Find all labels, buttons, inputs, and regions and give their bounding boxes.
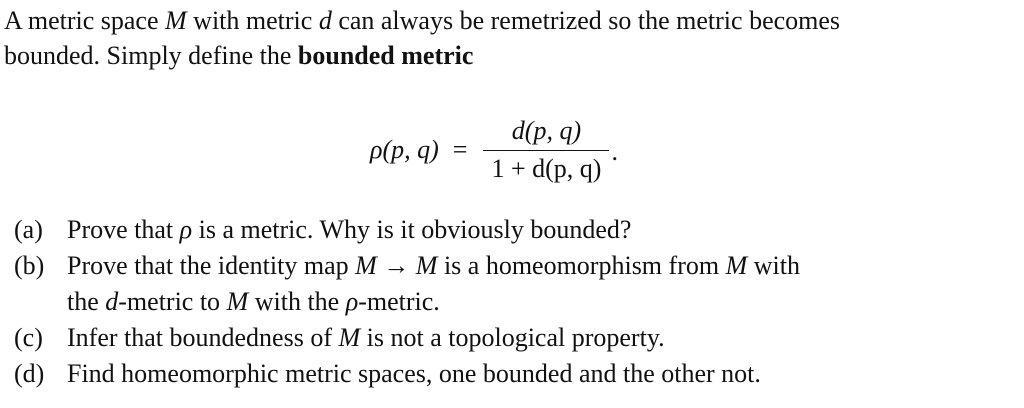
part-line: [67, 248, 1012, 284]
math-rho: ρ: [345, 287, 359, 316]
text-run: -metric to: [118, 287, 227, 316]
intro-line-2: [4, 38, 1020, 73]
text-run: is a homeomorphism from: [437, 251, 726, 280]
math-M: M: [226, 287, 249, 316]
intro-text: bounded. Simply define the: [4, 41, 298, 70]
math-identity-map: M → M: [355, 251, 438, 280]
exercise-part-a: [14, 212, 1012, 248]
math-M: M: [725, 251, 748, 280]
equation-period: .: [611, 137, 618, 166]
part-text: [67, 212, 1012, 248]
denominator-text: 1 + d(p, q): [491, 154, 602, 183]
text-run: with the: [248, 287, 346, 316]
part-line: [67, 284, 1012, 320]
exercise-part-d: [14, 356, 1012, 392]
part-text: [67, 320, 1012, 356]
math-d: d: [318, 6, 332, 35]
part-label: (a): [14, 215, 43, 244]
text-run: the: [67, 287, 106, 316]
math-M: M: [338, 323, 361, 352]
part-text: [67, 356, 1012, 392]
part-line: [67, 212, 1012, 248]
text-run: Prove that the identity map: [67, 251, 356, 280]
part-label: (b): [14, 251, 45, 280]
intro-line-1: [4, 3, 1020, 38]
part-line: [67, 320, 1012, 356]
fraction-denominator: [483, 151, 609, 184]
text-run: Prove that: [67, 215, 180, 244]
intro-paragraph: [4, 3, 1020, 73]
part-text: [67, 248, 1012, 320]
part-line: Find homeomorphic metric spaces, one bounded and the other not.: [67, 359, 761, 388]
intro-text: A metric space: [4, 6, 165, 35]
text-run: is not a topological property.: [360, 323, 665, 352]
math-rho: ρ: [179, 215, 193, 244]
fraction-numerator: d(p, q): [511, 116, 582, 145]
equals-sign: =: [452, 135, 468, 164]
exercise-parts-list: [14, 212, 1012, 392]
bounded-metric-equation: [370, 110, 618, 190]
part-label: (c): [14, 323, 43, 352]
intro-text: can always be remetrized so the metric becomes: [331, 6, 841, 35]
exercise-part-b: [14, 248, 1012, 320]
part-label: (d): [14, 359, 45, 388]
text-run: with: [747, 251, 800, 280]
text-run: -metric.: [358, 287, 440, 316]
intro-text: with metric: [186, 6, 319, 35]
math-M: M: [165, 6, 187, 35]
equation-lhs: ρ(p, q): [370, 135, 439, 164]
exercise-part-c: [14, 320, 1012, 356]
fraction: [483, 116, 609, 184]
bounded-metric-term: bounded metric: [297, 41, 474, 70]
text-run: Infer that boundedness of: [67, 323, 339, 352]
math-d: d: [105, 287, 119, 316]
text-run: is a metric. Why is it obviously bounded?: [192, 215, 632, 244]
